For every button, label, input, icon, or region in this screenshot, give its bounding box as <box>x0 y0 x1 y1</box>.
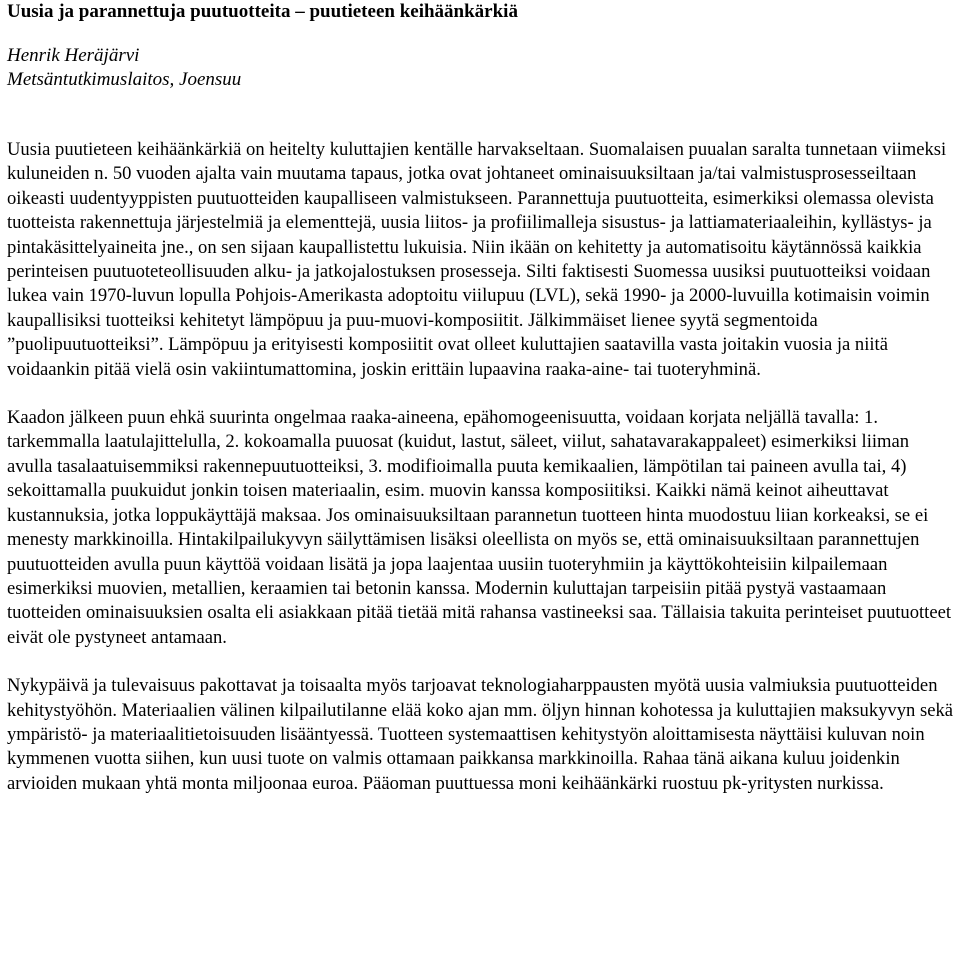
document-page <box>7 0 957 796</box>
author-affiliation: Metsäntutkimuslaitos, Joensuu <box>7 69 242 90</box>
author-block <box>7 44 957 92</box>
body-paragraph-2: Kaadon jälkeen puun ehkä suurinta ongelmaa raaka-aineena, epähomogeenisuutta, voidaan korjata neljällä tavalla: 1. tarkemmalla laatulajittelulla, 2. kokoamalla puuosat (kuidut, lastut, säleet, viilut, sahatavarakappaleet) esimerkiksi liiman avulla tasalaatuisemmiksi rakennepuutuotteiksi, 3. modifioimalla puuta kemikaalien, lämpötilan tai paineen avulla tai, 4) sekoittamalla puukuidut jonkin toisen materiaalin, esim. muovin kanssa komposiitiksi. Kaikki nämä keinot aiheuttavat kustannuksia, jotka loppukäyttäjä maksaa. Jos ominaisuuksiltaan parannetun tuotteen hinta muodostuu liian korkeaksi, se ei menesty markkinoilla. Hintakilpailukyvyn säilyttämisen lisäksi oleellista on myös se, että ominaisuuksiltaan parannettujen puutuotteiden avulla puun käyttöä voidaan lisätä ja jopa laajentaa uusiin tuoteryhmiin ja käyttökohteisiin kilpailemaan esimerkiksi muovien, metallien, keraamien tai betonin kanssa. Modernin kuluttajan tarpeisiin pitää pystyä vastaamaan tuotteiden ominaisuuksien osalta eli asiakkaan pitää tietää mitä rahansa vastineeksi saa. Tällaisia takuita perinteiset puutuotteet eivät ole pystyneet antamaan. <box>7 407 952 648</box>
author-name: Henrik Heräjärvi <box>7 45 140 66</box>
document-title: Uusia ja parannettuja puutuotteita – puutieteen keihäänkärkiä <box>7 1 518 22</box>
body-paragraph-1: Uusia puutieteen keihäänkärkiä on heitelty kuluttajien kentälle harvakseltaan. Suomalaisen puualan saralta tunnetaan viimeksi kuluneiden n. 50 vuoden ajalta vain muutama tapaus, jotka ovat johtaneet ominaisuuksiltaan ja/tai valmistusprosesseiltaan oikeasti uudentyyppisten puutuotteiden kaupalliseen valmistukseen. Parannettuja puutuotteita, esimerkiksi olemassa olevista tuotteista rakennettuja järjestelmiä ja elementtejä, uusia liitos- ja profiilimalleja sisustus- ja lattiamateriaaleihin, kyllästys- ja pintakäsittelyaineita jne., on sen sijaan kaupallistettu lukuisia. Niin ikään on kehitetty ja automatisoitu käytännössä kaikkia perinteisen puutuoteteollisuuden alku- ja jatkojalostuksen prosesseja. Silti faktisesti Suomessa uusiksi puutuotteiksi voidaan lukea vain 1970-luvun lopulla Pohjois-Amerikasta adoptoitu viilupuu (LVL), sekä 1990- ja 2000-luvuilla kotimaisin voimin kaupallisiksi tuotteiksi kehitetyt lämpöpuu ja puu-muovi-komposiitit. Jälkimmäiset lienee syytä segmentoida ”puolipuutuotteiksi”. Lämpöpuu ja erityisesti komposiitit ovat olleet kuluttajien saatavilla vasta joitakin vuosia ja niitä voidaankin pitää vielä osin vakiintumattomina, joskin erittäin lupaavina raaka-aine- tai tuoteryhminä. <box>7 139 947 380</box>
body-paragraph-3: Nykypäivä ja tulevaisuus pakottavat ja toisaalta myös tarjoavat teknologiaharppausten myötä uusia valmiuksia puutuotteiden kehitystyöhön. Materiaalien välinen kilpailutilanne elää koko ajan mm. öljyn hinnan kohotessa ja kuluttajien maksukyvyn sekä ympäristö- ja materiaalitietoisuuden lisääntyessä. Tuotteen systemaattisen kehitystyön aloittamisesta näyttäisi kuluvan noin kymmenen vuotta siihen, kun uusi tuote on valmis ottamaan paikkansa markkinoilla. Rahaa tänä aikana kuluu joidenkin arvioiden mukaan yhtä monta miljoonaa euroa. Pääoman puuttuessa moni keihäänkärki ruostuu pk-yritysten nurkissa. <box>7 675 953 794</box>
